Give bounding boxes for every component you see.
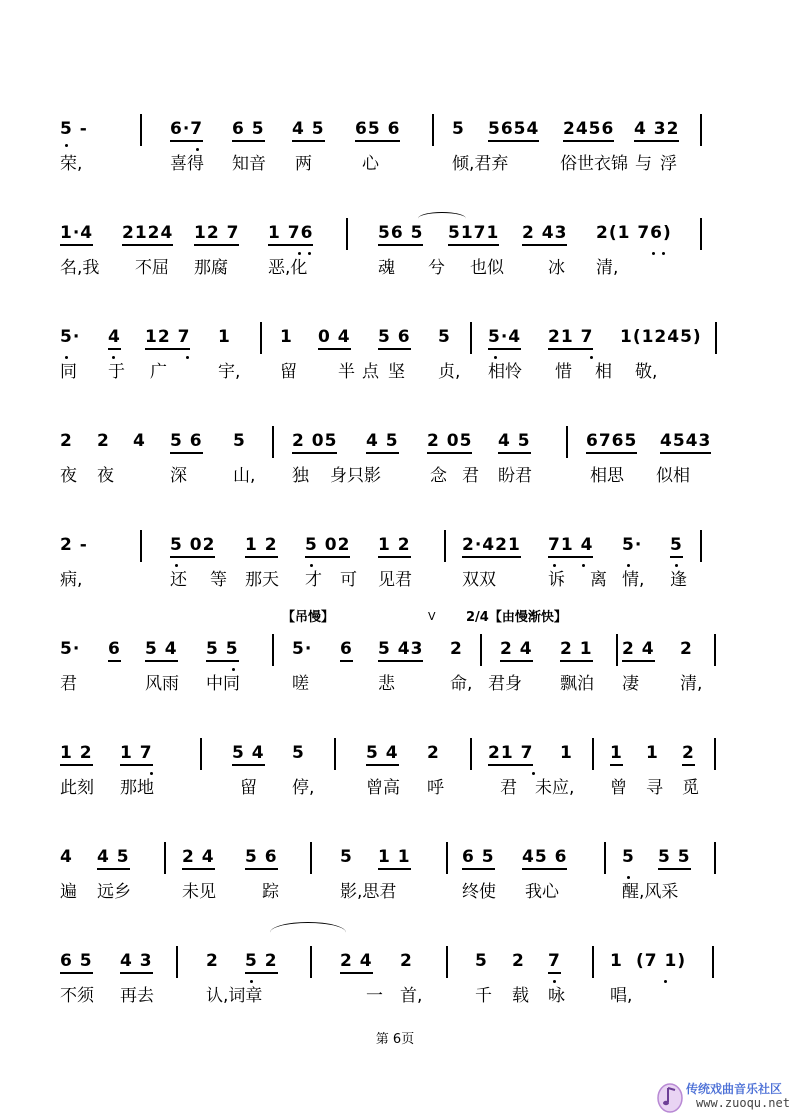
barline [334, 738, 336, 770]
low-octave-dot [250, 980, 253, 983]
note-group: 2 1 [560, 638, 593, 662]
note-group: 5 [452, 119, 465, 139]
note-group: 2 4 [500, 638, 533, 662]
lyric: 诉 [548, 570, 565, 590]
note-group: 5654 [488, 118, 539, 142]
note-group: 4 [108, 326, 121, 350]
lyric: 飘泊 [560, 674, 594, 694]
note-group: 5 [475, 951, 488, 971]
lyric: 点 [362, 362, 379, 382]
lyric: 醒,风采 [622, 882, 679, 902]
lyric: 载 [512, 986, 529, 1006]
lyric: 不屈 [135, 258, 169, 278]
lyric: 恶,化 [268, 258, 308, 278]
note-group: 2124 [122, 222, 173, 246]
lyric: 两 [295, 154, 312, 174]
lyric: 首, [400, 986, 423, 1006]
lyric: 等 [210, 570, 227, 590]
notation-line [0, 638, 790, 668]
barline [604, 842, 606, 874]
note-group: 5 [340, 847, 353, 867]
note-group: 2(1 76) [596, 223, 672, 243]
lyric: 凄 [622, 674, 639, 694]
barline [700, 530, 702, 562]
notation-line [0, 430, 790, 460]
note-group: 2·421 [462, 534, 521, 558]
lyric: 深 [170, 466, 187, 486]
notation-line [0, 534, 790, 564]
lyric: 病, [60, 570, 83, 590]
note-group: 21 7 [548, 326, 593, 350]
note-group: 5· [60, 639, 81, 659]
note-group: 6 5 [60, 950, 93, 974]
lyric: 夜 [60, 466, 77, 486]
note-group: 2 [60, 431, 73, 451]
lyric: 君身 [488, 674, 522, 694]
barline [714, 738, 716, 770]
note-group: 5 [670, 534, 683, 558]
lyric: 山, [233, 466, 256, 486]
barline [700, 114, 702, 146]
lyric: 风雨 [145, 674, 179, 694]
lyric: 念 [430, 466, 447, 486]
notation-line [0, 950, 790, 980]
score-system-3 [0, 326, 790, 386]
low-octave-dot [627, 564, 630, 567]
note-group: 5 4 [232, 742, 265, 766]
low-octave-dot [112, 356, 115, 359]
lyric: 留 [280, 362, 297, 382]
score-system-5 [0, 534, 790, 594]
lyric: 贞, [438, 362, 461, 382]
note-group: 1 76 [268, 222, 313, 246]
lyric: 远乡 [97, 882, 131, 902]
barline [566, 426, 568, 458]
tempo-marking: 2/4【由慢渐快】 [466, 610, 567, 625]
lyric: 俗世衣锦 [560, 154, 628, 174]
low-octave-dot [65, 356, 68, 359]
note-group: 4 5 [97, 846, 130, 870]
note-group: 4 5 [292, 118, 325, 142]
note-group: 2456 [563, 118, 614, 142]
low-octave-dot [150, 772, 153, 775]
note-group: 12 7 [194, 222, 239, 246]
note-group: 2 [450, 639, 463, 659]
note-group: 65 6 [355, 118, 400, 142]
note-group: 5 43 [378, 638, 423, 662]
note-group: 6·7 [170, 118, 203, 142]
note-group: 12 7 [145, 326, 190, 350]
lyric: 那天 [245, 570, 279, 590]
note-group: 6 5 [462, 846, 495, 870]
note-group: 2 05 [427, 430, 472, 454]
lyric: 未应, [535, 778, 575, 798]
note-group: 5 4 [145, 638, 178, 662]
barline [140, 530, 142, 562]
score-system-1 [0, 118, 790, 178]
notation-line [0, 222, 790, 252]
lyric: 敬, [635, 362, 658, 382]
note-group: 6 [340, 638, 353, 662]
low-octave-dot [590, 356, 593, 359]
score-system-7 [0, 742, 790, 802]
note-group: 5 02 [170, 534, 215, 558]
lyric: 清, [596, 258, 619, 278]
note-group: 2 05 [292, 430, 337, 454]
lyric: 留 [240, 778, 257, 798]
note-group: 1 [560, 743, 573, 763]
lyric: 认,词章 [206, 986, 263, 1006]
barline [592, 946, 594, 978]
note-group: 1 1 [378, 846, 411, 870]
low-octave-dot [662, 252, 665, 255]
lyric: 双双 [462, 570, 496, 590]
lyric: 情, [622, 570, 645, 590]
note-group: 5171 [448, 222, 499, 246]
note-group: 2 [206, 951, 219, 971]
lyric: 惜 [555, 362, 572, 382]
lyric: 似相 [656, 466, 690, 486]
lyric: 才 [305, 570, 322, 590]
barline [714, 842, 716, 874]
low-octave-dot [175, 564, 178, 567]
barline [592, 738, 594, 770]
lyric: 君 [462, 466, 479, 486]
note-group: 5· [292, 639, 313, 659]
note-group: 2 4 [182, 846, 215, 870]
score-system-9 [0, 950, 790, 1010]
low-octave-dot [186, 356, 189, 359]
lyric: 影,思君 [340, 882, 397, 902]
barline [140, 114, 142, 146]
note-group: 4543 [660, 430, 711, 454]
barline [310, 946, 312, 978]
barline [200, 738, 202, 770]
note-group: 1 [610, 951, 623, 971]
note-group: 5 [292, 743, 305, 763]
note-group: 5 5 [658, 846, 691, 870]
notation-line [0, 326, 790, 356]
note-group: 4 5 [366, 430, 399, 454]
barline [272, 634, 274, 666]
slur [270, 922, 346, 943]
logo-url: www.zuoqu.net [696, 1096, 790, 1110]
lyric: 清, [680, 674, 703, 694]
note-group: (7 1) [636, 951, 687, 971]
note-group: 4 [60, 847, 73, 867]
note-group: 2 [97, 431, 110, 451]
lyric: 同 [60, 362, 77, 382]
lyric: 君 [500, 778, 517, 798]
note-group: 4 [133, 431, 146, 451]
barline [714, 634, 716, 666]
lyric: 相 [595, 362, 612, 382]
lyric: 那地 [120, 778, 154, 798]
lyric: 曾高 [366, 778, 400, 798]
note-group: 5·4 [488, 326, 521, 350]
note-group: 2 4 [622, 638, 655, 662]
note-group: 2 [427, 743, 440, 763]
barline [444, 530, 446, 562]
barline [712, 946, 714, 978]
note-group: 5· [60, 327, 81, 347]
lyric: 喜得 [170, 154, 204, 174]
low-octave-dot [232, 668, 235, 671]
note-group: 1·4 [60, 222, 93, 246]
lyrics-line [0, 257, 790, 281]
note-group: 6 5 [232, 118, 265, 142]
lyric: 见君 [378, 570, 412, 590]
note-group: 5 6 [245, 846, 278, 870]
page-number: 第 6页 [375, 1032, 415, 1047]
lyric: 还 [170, 570, 187, 590]
lyric: 逢 [670, 570, 687, 590]
note-group: 5 02 [305, 534, 350, 558]
note-group: 1 2 [60, 742, 93, 766]
note-group: 6765 [586, 430, 637, 454]
lyric: 坚 [388, 362, 405, 382]
note-group: 1(1245) [620, 327, 702, 347]
lyric: 魂 [378, 258, 395, 278]
barline [446, 842, 448, 874]
lyric: 此刻 [60, 778, 94, 798]
note-group: 7 [548, 950, 561, 974]
note-group: 2 [680, 639, 693, 659]
lyrics-line [0, 153, 790, 177]
lyrics-line [0, 881, 790, 905]
tempo-marking: 【吊慢】 [282, 610, 335, 625]
low-octave-dot [196, 148, 199, 151]
lyrics-line [0, 777, 790, 801]
note-group: 5 - [60, 119, 88, 139]
lyric: 那腐 [194, 258, 228, 278]
breath-mark: V [428, 610, 436, 623]
lyric: 冰 [548, 258, 565, 278]
note-group: 1 2 [378, 534, 411, 558]
note-group: 5· [622, 535, 643, 555]
lyric: 于 [108, 362, 125, 382]
barline [616, 634, 618, 666]
barline [310, 842, 312, 874]
lyric: 宇, [218, 362, 241, 382]
lyric: 终使 [462, 882, 496, 902]
barline [176, 946, 178, 978]
lyric: 悲 [378, 674, 395, 694]
note-group: 21 7 [488, 742, 533, 766]
lyric: 命, [450, 674, 473, 694]
note-group: 4 32 [634, 118, 679, 142]
low-octave-dot [298, 252, 301, 255]
note-group: 1 2 [245, 534, 278, 558]
lyric: 荣, [60, 154, 83, 174]
lyric: 嗟 [292, 674, 309, 694]
notation-line [0, 742, 790, 772]
lyric: 千 [475, 986, 492, 1006]
low-octave-dot [494, 356, 497, 359]
note-group: 1 [218, 327, 231, 347]
lyric: 停, [292, 778, 315, 798]
lyric: 相思 [590, 466, 624, 486]
lyric: 半 [338, 362, 355, 382]
note-group: 4 3 [120, 950, 153, 974]
note-group: 0 4 [318, 326, 351, 350]
site-logo[interactable] [656, 1080, 790, 1114]
lyric: 曾 [610, 778, 627, 798]
lyrics-line [0, 361, 790, 385]
low-octave-dot [308, 252, 311, 255]
barline [470, 738, 472, 770]
score-system-8 [0, 846, 790, 906]
lyric: 广 [150, 362, 167, 382]
note-group: 5 [622, 847, 635, 867]
low-octave-dot [652, 252, 655, 255]
barline [480, 634, 482, 666]
note-group: 1 [280, 327, 293, 347]
note-group: 1 [610, 742, 623, 766]
note-group: 4 5 [498, 430, 531, 454]
lyric: 君 [60, 674, 77, 694]
score-system-4 [0, 430, 790, 490]
logo-title: 传统戏曲音乐社区 [686, 1082, 783, 1096]
note-group: 45 6 [522, 846, 567, 870]
lyrics-line [0, 673, 790, 697]
note-group: 2 4 [340, 950, 373, 974]
music-note-icon [656, 1080, 684, 1114]
barline [260, 322, 262, 354]
barline [272, 426, 274, 458]
barline [432, 114, 434, 146]
notation-line [0, 118, 790, 148]
note-group: 2 [682, 742, 695, 766]
note-group: 5 [233, 431, 246, 451]
lyrics-line [0, 985, 790, 1009]
lyrics-line [0, 465, 790, 489]
lyric: 独 [292, 466, 309, 486]
lyric: 踪 [262, 882, 279, 902]
low-octave-dot [65, 144, 68, 147]
note-group: 2 43 [522, 222, 567, 246]
note-group: 5 [438, 327, 451, 347]
lyric: 盼君 [498, 466, 532, 486]
lyric: 呼 [427, 778, 444, 798]
lyric: 浮 [660, 154, 677, 174]
barline [164, 842, 166, 874]
low-octave-dot [675, 564, 678, 567]
note-group: 2 - [60, 535, 88, 555]
lyric: 未见 [182, 882, 216, 902]
lyric: 兮 [428, 258, 445, 278]
note-group: 5 4 [366, 742, 399, 766]
score-system-6 [0, 638, 790, 698]
barline [470, 322, 472, 354]
lyric: 离 [590, 570, 607, 590]
lyric: 中同 [206, 674, 240, 694]
lyric: 身只影 [330, 466, 381, 486]
barline [700, 218, 702, 250]
lyric: 可 [340, 570, 357, 590]
low-octave-dot [310, 564, 313, 567]
lyrics-line [0, 569, 790, 593]
lyric: 也似 [470, 258, 504, 278]
note-group: 2 [400, 951, 413, 971]
lyric: 我心 [525, 882, 559, 902]
lyric: 一 [366, 986, 383, 1006]
low-octave-dot [627, 876, 630, 879]
note-group: 5 5 [206, 638, 239, 662]
low-octave-dot [553, 980, 556, 983]
lyric: 咏 [548, 986, 565, 1006]
note-group: 1 [646, 743, 659, 763]
score-system-2 [0, 222, 790, 282]
lyric: 觅 [682, 778, 699, 798]
lyric: 与 [635, 154, 652, 174]
barline [446, 946, 448, 978]
note-group: 5 6 [170, 430, 203, 454]
lyric: 不须 [60, 986, 94, 1006]
note-group: 5 6 [378, 326, 411, 350]
lyric: 知音 [232, 154, 266, 174]
notation-line [0, 846, 790, 876]
barline [715, 322, 717, 354]
low-octave-dot [664, 980, 667, 983]
lyric: 倾,君弃 [452, 154, 509, 174]
lyric: 相怜 [488, 362, 522, 382]
note-group: 2 [512, 951, 525, 971]
note-group: 56 5 [378, 222, 423, 246]
note-group: 6 [108, 638, 121, 662]
note-group: 1 7 [120, 742, 153, 766]
low-octave-dot [582, 564, 585, 567]
lyric: 名,我 [60, 258, 100, 278]
low-octave-dot [532, 772, 535, 775]
slur [418, 212, 466, 225]
lyric: 寻 [646, 778, 663, 798]
note-group: 71 4 [548, 534, 593, 558]
lyric: 再去 [120, 986, 154, 1006]
lyric: 心 [362, 154, 379, 174]
lyric: 遍 [60, 882, 77, 902]
barline [346, 218, 348, 250]
note-group: 5 2 [245, 950, 278, 974]
lyric: 夜 [97, 466, 114, 486]
low-octave-dot [553, 564, 556, 567]
lyric: 唱, [610, 986, 633, 1006]
